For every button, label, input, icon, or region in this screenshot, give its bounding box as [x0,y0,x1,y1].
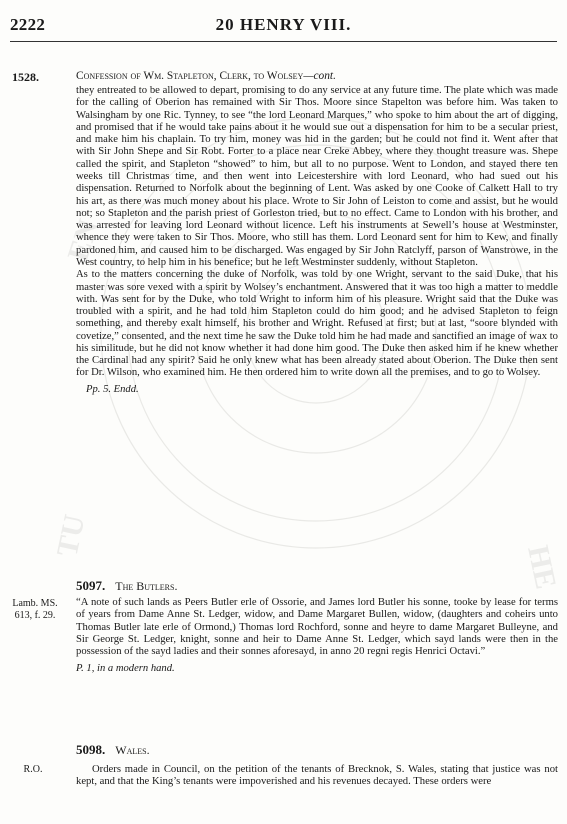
svg-text:EN: EN [61,215,106,266]
running-title: 20 HENRY VIII. [215,15,352,34]
document-note: Pp. 5. Endd. [86,383,139,395]
entry-number: 5098. [76,742,106,757]
page-number: 2222 [10,15,46,34]
entry-5096-continued [76,70,558,396]
entry-title: Wales. [115,743,150,757]
page-header [10,15,557,42]
entry-heading [76,70,558,83]
margin-year: 1528. [12,70,39,84]
paragraph-wales: Orders made in Council, on the petition of the tenants of Brecknok, S. Wales, stating that justice was not kept, and that the King’s tenants were impoverished and his revenues decayed. These orders were [76,764,558,788]
svg-text:TU: TU [50,511,92,560]
entry-5097-header [76,577,177,595]
margin-reference-line: Lamb. MS. [12,598,58,609]
paragraph-confession: they entreated to be allowed to depart, promising to do any service at any future time. The plate which was made for the calling of Oberion has remained with Sir Thos. Moore since Stapelton was before him. Was taken to Walsingham by one Ric. Tynney, to see “the lord Leonard Marques,” who spoke to him about the art of digging, and promised that if he would take pains about it he would sue out a dispensation for him to be a secular priest, and make him his chaplain. To try him, money was hid in the garden; but he could not find it. Went after that with Sir John Shepe and Sir Robt. Forter to a place near Creke Abbey, where they thought treasure was. Shepe called the spirit, and Stapleton “showed” to him, but all to no purpose. Went to London, and stayed there ten weeks till Christmas time, and then went into Leicestershire with lord Leonard, who had sued out his dispensation. Returned to Norfolk about the beginning of Lent. Was asked by one Cooke of Calkett Hall to try his art, as there was much money about his place. Wrote to Sir John of Leiston to come and assist, but he would not; so Stapleton and the parish priest of Gorleston tried, but to no effect. Came to London with his brother, and was arrested for leaving lord Leonard without licence. Left his instruments at Sewell’s house at Westminster, whence they were taken to Sir Thos. Moore, who still has them. Lord Leonard sent for him to Kew, and finally pardoned him, and caused him to be discharged. Was engaged by Sir John Ratclyff, parson of Wanstrowe, in the West country, to help him in his benefice; but he left Westminster suddenly, without Stapleton. [76,85,558,268]
margin-reference-line: 613, f. 29. [14,610,56,621]
paragraph-butlers: “A note of such lands as Peers Butler erle of Ossorie, and James lord Butler his sonne, tooke by lease for terms of years from Dame Anne St. Ledger, widow, and Dame Margaret Bullen, widow, (daughters and coheirs unto Thomas Butler late erle of Ormond,) Thomas lord Rochford, sonne and heyre to dame Margaret Bulleyne, and Sir George St. Ledger, knight, sonne and heir to Dame Anne St. Ledger, which sayd lands were then in the possession of the sayd ladies and their sonnes aforesayd, in anno 20 regni regis Henrici Octavi.” [76,597,558,658]
document-note: P. 1, in a modern hand. [76,663,175,675]
entry-5098-header [76,741,150,759]
svg-text:HE: HE [521,542,563,592]
entry-heading-title: Confession of Wm. Stapleton, Clerk, to Wolsey [76,70,304,82]
margin-reference: R.O. [23,764,43,775]
entry-title: The Butlers. [115,579,178,593]
entry-5097-body [76,597,558,675]
entry-heading-continued: —cont. [303,70,336,82]
entry-number: 5097. [76,578,106,593]
margin-reference [2,598,68,622]
entry-5098-body [76,764,558,789]
paragraph-duke-of-norfolk: As to the matters concerning the duke of Norfolk, was told by one Wright, servant to the said Duke, that his master was sore vexed with a spirit by Wolsey’s enchantment. Answered that it was too high a matter to meddle with. Was sent for by the Duke, who told Wright to inform him of his pleasure. Wright said that the Duke was troubled with a spirit, and he had told him Stapleton could do him good; and he advised Stapleton to feign something, and thereby exalt himself, his brother and Wright. Refused at first; but at last, “soore blynded with covetize,” consented, and the next time he saw the Duke told him he had made and sanctified an image of wax to his similitude, but he did not know whether it had done him good. The Duke then asked him if he knew whether the Cardinal had any spirit? Said he only knew what has been already stated about Oberion. The Duke then sent for Dr. Wilson, who examined him. He then ordered him to write down all the premises, and to go to Wolsey. [76,269,558,379]
